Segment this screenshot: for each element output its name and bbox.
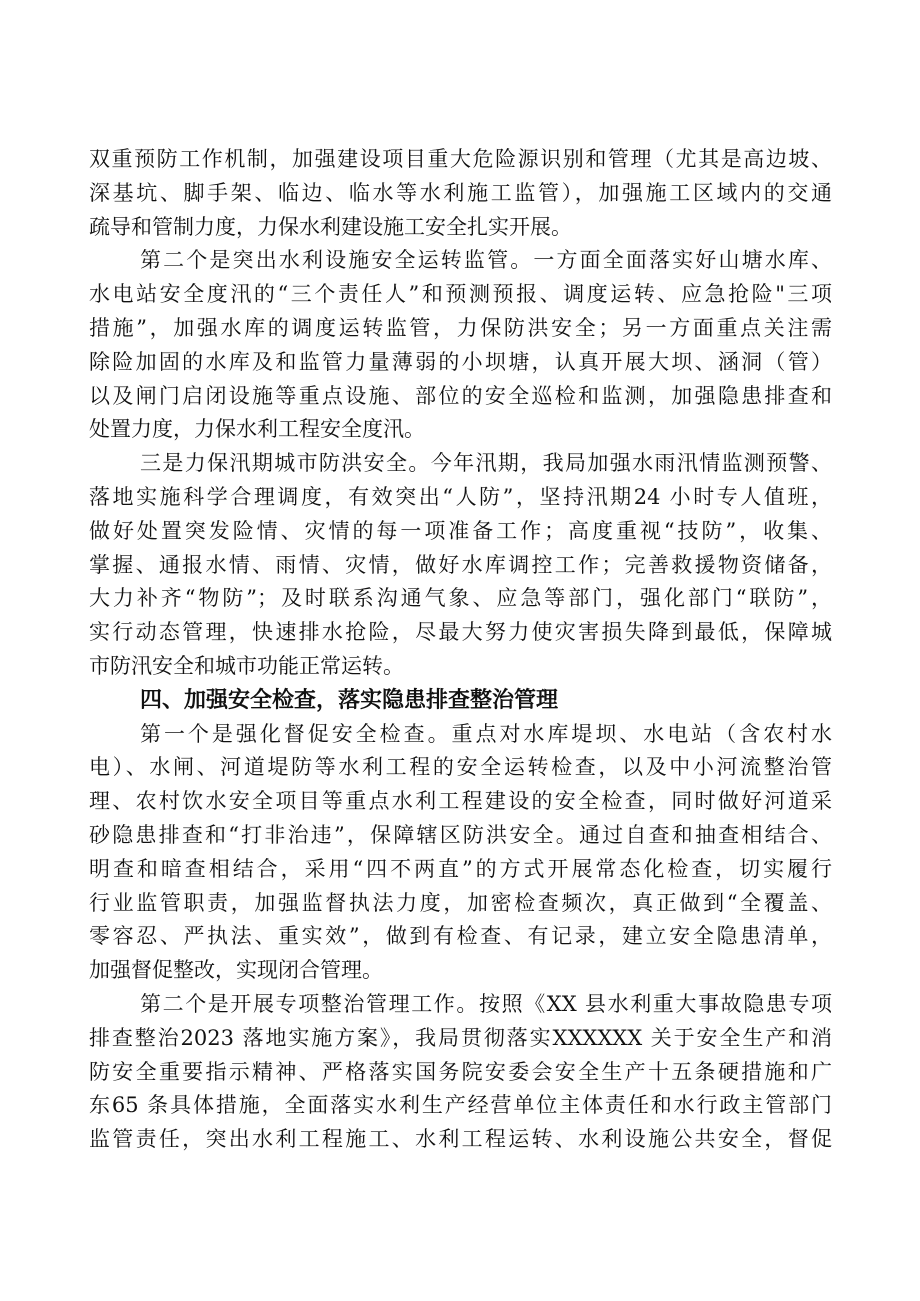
document-page bbox=[89, 143, 832, 1157]
text-line: 电）、水闸、河道堤防等水利工程的安全运转检查，以及中小河流整治管 bbox=[89, 755, 832, 780]
text-line: 理、农村饮水安全项目等重点水利工程建设的安全检查，同时做好河道采 bbox=[89, 789, 832, 814]
text-line: 疏导和管制力度，力保水利建设施工安全扎实开展。 bbox=[89, 214, 572, 239]
text-line: 做好处置突发险情、灾情的每一项准备工作；高度重视“技防”，收集、 bbox=[89, 518, 832, 543]
paragraph-safety-inspection bbox=[89, 718, 832, 988]
text-line: 第二个是突出水利设施安全运转监管。一方面全面落实好山塘水库、 bbox=[140, 248, 832, 273]
text-line: 双重预防工作机制，加强建设项目重大危险源识别和管理（尤其是高边坡、 bbox=[89, 147, 832, 171]
text-line: 第一个是强化督促安全检查。重点对水库堤坝、水电站（含农村水 bbox=[140, 721, 832, 746]
text-line: 行业监管职责，加强监督执法力度，加密检查频次，真正做到“全覆盖、 bbox=[89, 890, 832, 915]
text-line: 落地实施科学合理调度，有效突出“人防”，坚持汛期24 小时专人值班， bbox=[89, 484, 832, 509]
text-line: 以及闸门启闭设施等重点设施、部位的安全巡检和监测，加强隐患排查和 bbox=[89, 383, 832, 408]
text-line: 处置力度，力保水利工程安全度汛。 bbox=[89, 417, 425, 442]
text-line: 掌握、通报水情、雨情、灾情，做好水库调控工作；完善救援物资储备， bbox=[89, 552, 832, 577]
text-line: 砂隐患排查和“打非治违”，保障辖区防洪安全。通过自查和抽查相结合、 bbox=[89, 822, 832, 847]
text-line: 零容忍、严执法、重实效”，做到有检查、有记录，建立安全隐患清单， bbox=[89, 924, 832, 949]
section-heading: 四、加强安全检查，落实隐患排查整治管理 bbox=[140, 687, 559, 713]
text-line: 防安全重要指示精神、严格落实国务院安委会安全生产十五条硬措施和广 bbox=[89, 1059, 832, 1084]
text-line: 三是力保汛期城市防洪安全。今年汛期，我局加强水雨汛情监测预警、 bbox=[140, 451, 832, 476]
paragraph-special-rectification bbox=[89, 988, 832, 1157]
paragraph-continuation bbox=[89, 143, 832, 244]
text-line: 措施”，加强水库的调度运转监管，力保防洪安全；另一方面重点关注需 bbox=[89, 315, 832, 340]
text-line: 实行动态管理，快速排水抢险，尽最大努力使灾害损失降到最低，保障城 bbox=[89, 620, 832, 645]
text-line: 除险加固的水库及和监管力量薄弱的小坝塘，认真开展大坝、涵洞（管） bbox=[89, 349, 832, 374]
text-line: 监管责任，突出水利工程施工、水利工程运转、水利设施公共安全，督促 bbox=[89, 1127, 832, 1152]
paragraph-safety-operation bbox=[89, 244, 832, 447]
text-line: 水电站安全度汛的“三个责任人”和预测预报、调度运转、应急抢险"三项 bbox=[89, 282, 832, 307]
text-line: 市防汛安全和城市功能正常运转。 bbox=[89, 653, 404, 678]
text-line: 深基坑、脚手架、临边、临水等水利施工监管），加强施工区域内的交通 bbox=[89, 180, 832, 205]
text-line: 明查和暗查相结合，采用“四不两直”的方式开展常态化检查，切实履行 bbox=[89, 856, 832, 881]
text-line: 东65 条具体措施，全面落实水利生产经营单位主体责任和水行政主管部门 bbox=[89, 1093, 832, 1118]
text-line: 大力补齐“物防”；及时联系沟通气象、应急等部门，强化部门“联防”， bbox=[89, 586, 832, 611]
text-line: 加强督促整改，实现闭合管理。 bbox=[89, 958, 383, 983]
text-line: 排查整治2023 落地实施方案》，我局贯彻落实XXXXXX 关于安全生产和消 bbox=[89, 1025, 832, 1050]
text-line: 第二个是开展专项整治管理工作。按照《XX 县水利重大事故隐患专项 bbox=[140, 991, 832, 1016]
paragraph-flood-safety bbox=[89, 447, 832, 684]
